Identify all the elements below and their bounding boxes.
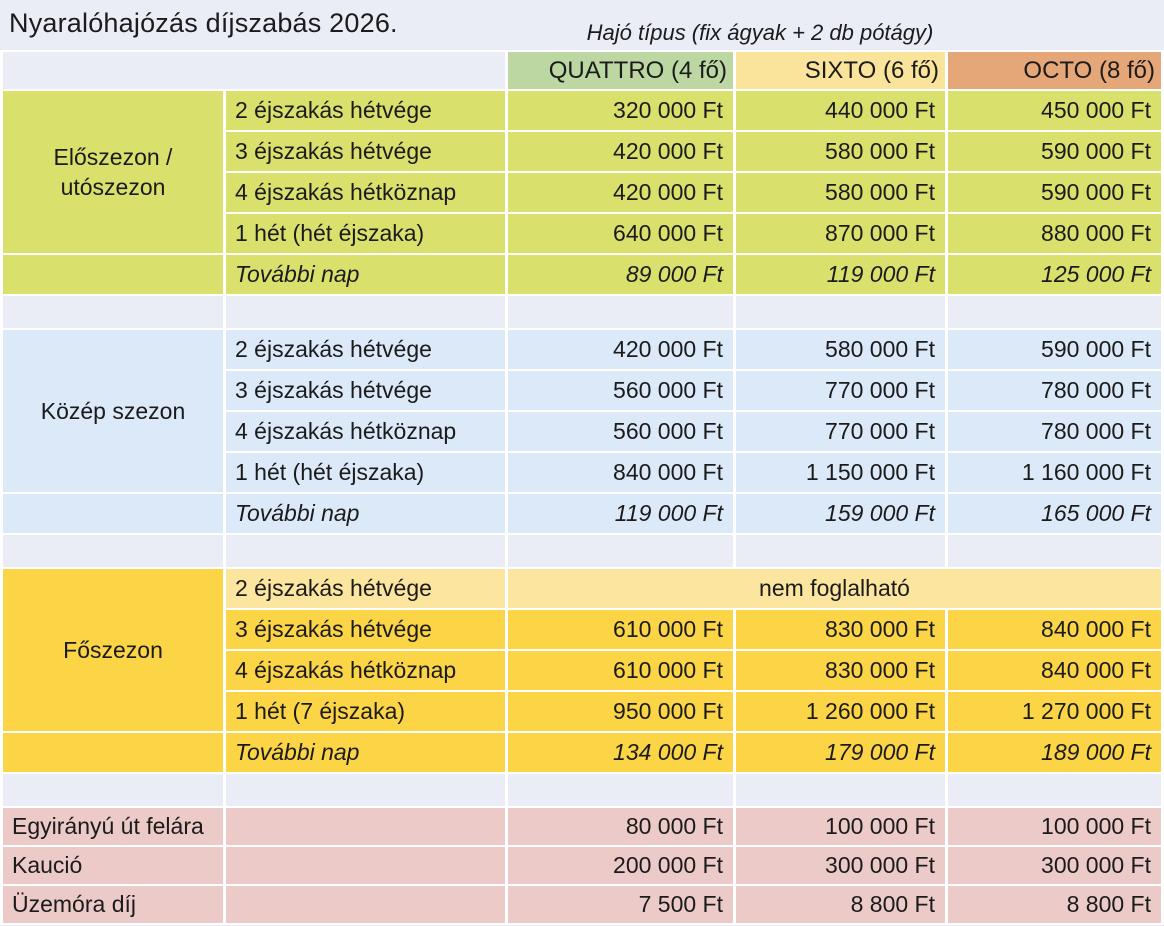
extra-fee-row	[3, 808, 1161, 845]
extra-day-label-cell: További nap	[226, 733, 505, 772]
season-spacer-cell	[3, 255, 223, 294]
price-cell: 610 000 Ft	[508, 651, 733, 690]
spacer-cell	[736, 535, 945, 567]
spacer-cell	[948, 296, 1161, 328]
pricing-table	[0, 50, 1164, 925]
price-cell: 100 000 Ft	[948, 808, 1161, 845]
price-cell: 80 000 Ft	[508, 808, 733, 845]
spacer-cell	[3, 535, 223, 567]
period-label-cell: 4 éjszakás hétköznap	[226, 651, 505, 690]
price-cell: 830 000 Ft	[736, 610, 945, 649]
table-row	[3, 569, 1161, 608]
price-cell: 1 150 000 Ft	[736, 453, 945, 492]
price-cell: 7 500 Ft	[508, 886, 733, 923]
price-cell: 189 000 Ft	[948, 733, 1161, 772]
price-cell: 610 000 Ft	[508, 610, 733, 649]
extra-day-row	[3, 494, 1161, 533]
column-header-octo: OCTO (8 fő)	[948, 52, 1161, 89]
season-label-cell: Közép szezon	[3, 330, 223, 492]
price-cell: 8 800 Ft	[736, 886, 945, 923]
extra-fee-spacer-cell	[226, 886, 505, 923]
spacer-cell	[508, 535, 733, 567]
price-cell: 560 000 Ft	[508, 371, 733, 410]
extra-day-row	[3, 255, 1161, 294]
spacer-cell	[508, 296, 733, 328]
boat-type-note: Hajó típus (fix ágyak + 2 db pótágy)	[586, 20, 934, 45]
price-cell: 89 000 Ft	[508, 255, 733, 294]
extra-fee-spacer-cell	[226, 808, 505, 845]
spacer-cell	[948, 774, 1161, 806]
spacer-row	[3, 774, 1161, 806]
extra-fee-label-cell: Egyirányú út felára	[3, 808, 223, 845]
price-cell: 780 000 Ft	[948, 412, 1161, 451]
price-cell: 119 000 Ft	[508, 494, 733, 533]
season-label-cell: Főszezon	[3, 569, 223, 731]
price-cell: 640 000 Ft	[508, 214, 733, 253]
period-label-cell: 1 hét (hét éjszaka)	[226, 214, 505, 253]
unavailable-cell: nem foglalható	[508, 569, 1161, 608]
price-cell: 840 000 Ft	[508, 453, 733, 492]
price-cell: 770 000 Ft	[736, 412, 945, 451]
spacer-cell	[226, 535, 505, 567]
price-cell: 590 000 Ft	[948, 173, 1161, 212]
extra-day-label-cell: További nap	[226, 255, 505, 294]
price-cell: 580 000 Ft	[736, 330, 945, 369]
price-cell: 100 000 Ft	[736, 808, 945, 845]
season-spacer-cell	[3, 733, 223, 772]
spacer-row	[3, 535, 1161, 567]
period-label-cell: 3 éjszakás hétvége	[226, 371, 505, 410]
spacer-row	[3, 296, 1161, 328]
extra-fee-spacer-cell	[226, 847, 505, 884]
price-cell: 590 000 Ft	[948, 330, 1161, 369]
price-cell: 1 270 000 Ft	[948, 692, 1161, 731]
price-cell: 840 000 Ft	[948, 610, 1161, 649]
price-cell: 1 260 000 Ft	[736, 692, 945, 731]
price-cell: 420 000 Ft	[508, 132, 733, 171]
price-cell: 840 000 Ft	[948, 651, 1161, 690]
price-cell: 450 000 Ft	[948, 91, 1161, 130]
header-spacer-cell	[3, 52, 505, 89]
price-cell: 560 000 Ft	[508, 412, 733, 451]
season-label-cell: Előszezon / utószezon	[3, 91, 223, 253]
table-row	[3, 91, 1161, 130]
extra-fee-label-cell: Kaució	[3, 847, 223, 884]
price-cell: 590 000 Ft	[948, 132, 1161, 171]
price-cell: 200 000 Ft	[508, 847, 733, 884]
page-title: Nyaralóhajózás díjszabás 2026.	[9, 8, 398, 38]
price-cell: 830 000 Ft	[736, 651, 945, 690]
price-cell: 125 000 Ft	[948, 255, 1161, 294]
extra-day-row	[3, 733, 1161, 772]
extra-day-label-cell: További nap	[226, 494, 505, 533]
price-cell: 159 000 Ft	[736, 494, 945, 533]
price-cell: 134 000 Ft	[508, 733, 733, 772]
season-spacer-cell	[3, 494, 223, 533]
period-label-cell: 3 éjszakás hétvége	[226, 132, 505, 171]
price-cell: 950 000 Ft	[508, 692, 733, 731]
period-label-cell: 4 éjszakás hétköznap	[226, 412, 505, 451]
price-cell: 870 000 Ft	[736, 214, 945, 253]
price-cell: 780 000 Ft	[948, 371, 1161, 410]
price-cell: 440 000 Ft	[736, 91, 945, 130]
period-label-cell: 3 éjszakás hétvége	[226, 610, 505, 649]
price-cell: 880 000 Ft	[948, 214, 1161, 253]
extra-fee-row	[3, 847, 1161, 884]
price-cell: 119 000 Ft	[736, 255, 945, 294]
spacer-cell	[3, 296, 223, 328]
price-cell: 420 000 Ft	[508, 330, 733, 369]
price-cell: 1 160 000 Ft	[948, 453, 1161, 492]
period-label-cell: 1 hét (7 éjszaka)	[226, 692, 505, 731]
extra-fee-row	[3, 886, 1161, 923]
table-row	[3, 330, 1161, 369]
price-cell: 580 000 Ft	[736, 132, 945, 171]
price-cell: 165 000 Ft	[948, 494, 1161, 533]
price-cell: 300 000 Ft	[736, 847, 945, 884]
column-header-sixto: SIXTO (6 fő)	[736, 52, 945, 89]
price-cell: 420 000 Ft	[508, 173, 733, 212]
column-header-quattro: QUATTRO (4 fő)	[508, 52, 733, 89]
price-cell: 580 000 Ft	[736, 173, 945, 212]
period-label-cell: 1 hét (hét éjszaka)	[226, 453, 505, 492]
spacer-cell	[3, 774, 223, 806]
price-cell: 320 000 Ft	[508, 91, 733, 130]
price-cell: 300 000 Ft	[948, 847, 1161, 884]
period-label-cell: 2 éjszakás hétvége	[226, 569, 505, 608]
spacer-cell	[226, 774, 505, 806]
period-label-cell: 2 éjszakás hétvége	[226, 330, 505, 369]
period-label-cell: 2 éjszakás hétvége	[226, 91, 505, 130]
price-cell: 179 000 Ft	[736, 733, 945, 772]
spacer-cell	[948, 535, 1161, 567]
spacer-cell	[736, 296, 945, 328]
spacer-cell	[508, 774, 733, 806]
period-label-cell: 4 éjszakás hétköznap	[226, 173, 505, 212]
spacer-cell	[226, 296, 505, 328]
price-cell: 8 800 Ft	[948, 886, 1161, 923]
boat-header-row	[3, 52, 1161, 89]
price-cell: 770 000 Ft	[736, 371, 945, 410]
spacer-cell	[736, 774, 945, 806]
extra-fee-label-cell: Üzemóra díj	[3, 886, 223, 923]
